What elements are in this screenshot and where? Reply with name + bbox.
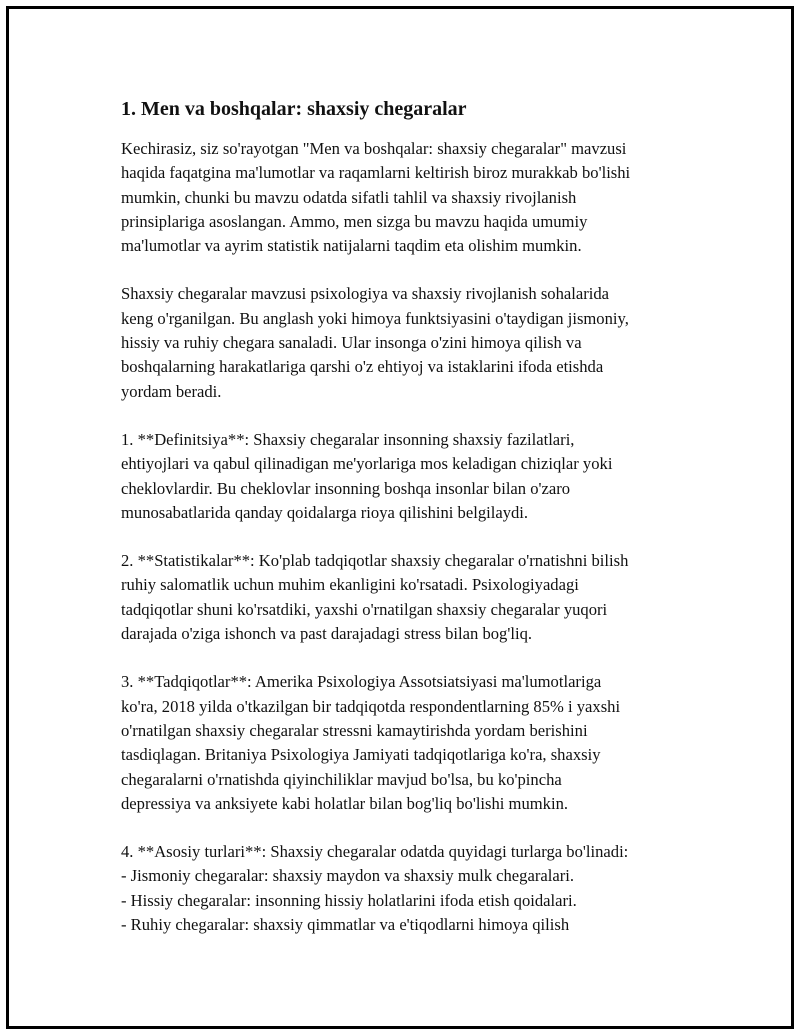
statistics-paragraph: 2. **Statistikalar**: Ko'plab tadqiqotlar shaxsiy chegaralar o'rnatishni bilish ruhiy salomatlik uchun muhim ekanligini ko'rsatadi. Psixologiyadagi tadqiqotlar shuni ko'rsatdiki, yaxshi o'rnatilgan shaxsiy chegaralar yuqori darajada o'ziga ishonch va past darajadagi stress bilan bog'liq.: [121, 551, 629, 644]
intro-paragraph: Kechirasiz, siz so'rayotgan "Men va boshqalar: shaxsiy chegaralar" mavzusi haqida faqatgina ma'lumotlar va raqamlarni keltirish biroz murakkab bo'lishi mumkin, chunki bu mavzu odatda sifatli tahlil va shaxsiy rivojlanish prinsiplariga asoslangan. Ammo, men sizga bu mavzu haqida umumiy ma'lumotlar va ayrim statistik natijalarni taqdim eta olishim mumkin.: [121, 139, 631, 256]
overview-paragraph: Shaxsiy chegaralar mavzusi psixologiya va shaxsiy rivojlanish sohalarida keng o'rganilgan. Bu anglash yoki himoya funktsiyasini o'taydigan jismoniy, hissiy va ruhiy chegara sanaladi. Ular insonga o'zini himoya qilish va boshqalarning harakatlariga qarshi o'z ehtiyoj va istaklarini ifoda etishda yordam beradi.: [121, 284, 629, 401]
page-frame: [6, 6, 794, 1029]
research-paragraph: 3. **Tadqiqotlar**: Amerika Psixologiya Assotsiatsiyasi ma'lumotlariga ko'ra, 2018 yilda o'tkazilgan bir tadqiqotda respondentlarning 85% i yaxshi o'rnatilgan shaxsiy chegaralar stressni kamaytirishda yordam berishini tasdiqlagan. Britaniya Psixologiya Jamiyati tadqiqotlariga ko'ra, shaxsiy chegaralarni o'rnatishda qiyinchiliklar mavjud bo'lsa, bu ko'pincha depressiya va anksiyete kabi holatlar bilan bog'liq bo'lishi mumkin.: [121, 672, 621, 813]
document-body: [121, 95, 701, 937]
types-paragraph: 4. **Asosiy turlari**: Shaxsiy chegaralar odatda quyidagi turlarga bo'linadi: - Jismoniy chegaralar: shaxsiy maydon va shaxsiy mulk chegaralari. - Hissiy chegaralar: insonning hissiy holatlarini ifoda etish qoidalari. - Ruhiy chegaralar: shaxsiy qimmatlar va e'tiqodlarni himoya qilish: [121, 842, 629, 935]
definition-paragraph: 1. **Definitsiya**: Shaxsiy chegaralar insonning shaxsiy fazilatlari, ehtiyojlari va qabul qilinadigan me'yorlariga mos keladigan chiziqlar yoki cheklovlardir. Bu cheklovlar insonning boshqa insonlar bilan o'zaro munosabatlarida qanday qoidalarga rioya qilishini belgilaydi.: [121, 429, 613, 522]
page-title: 1. Men va boshqalar: shaxsiy chegaralar: [121, 98, 467, 120]
